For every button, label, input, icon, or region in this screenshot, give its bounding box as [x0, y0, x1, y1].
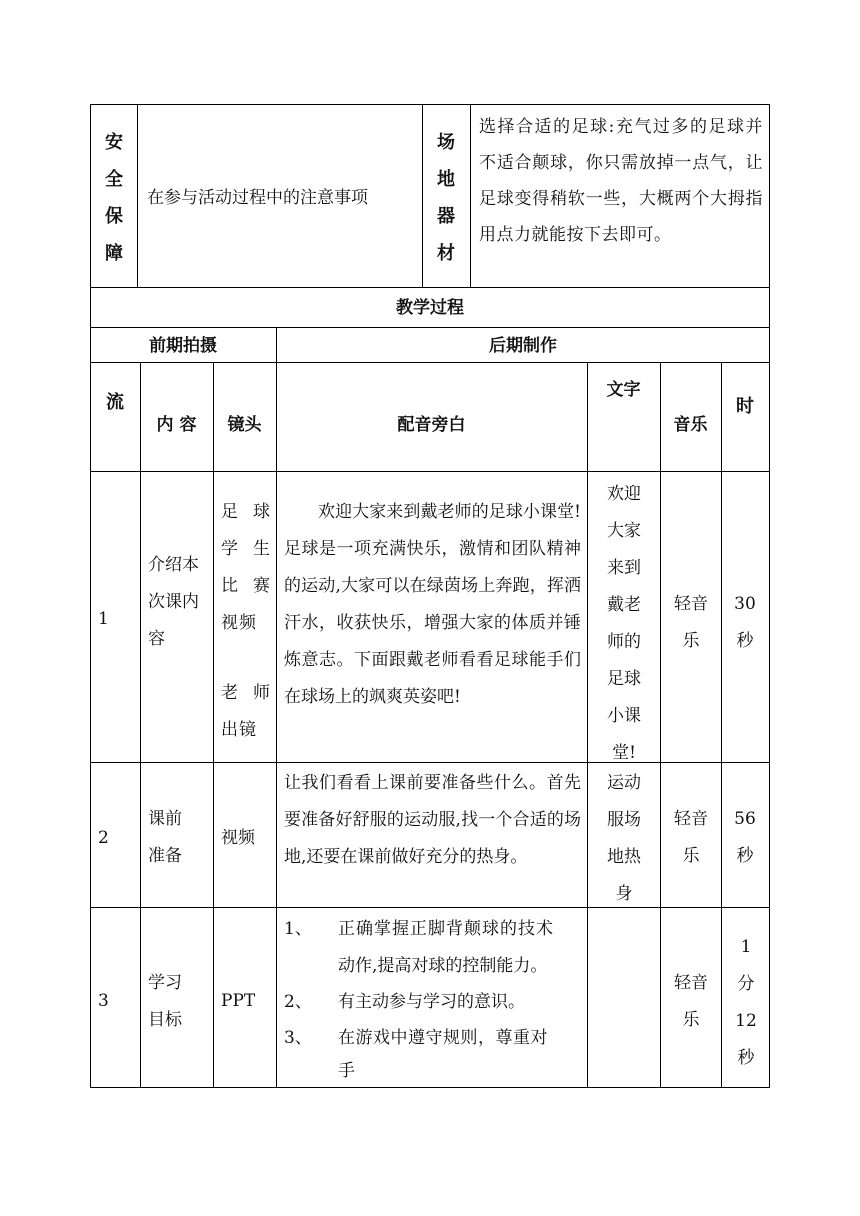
row-time: 1分12秒 — [735, 937, 757, 1068]
row-content: 介绍本次课内容 — [148, 555, 199, 649]
rule-left — [90, 104, 91, 1088]
row-content: 学习目标 — [148, 973, 182, 1030]
goal-index: 3、 — [284, 1028, 312, 1048]
header-flow: 流 — [106, 392, 124, 413]
goal-text: 在游戏中遵守规则，尊重对 — [338, 1028, 548, 1048]
row-content: 课前准备 — [148, 809, 182, 866]
row-number: 2 — [98, 828, 109, 848]
goal-text-cont: 动作,提高对球的控制能力。 — [338, 956, 548, 976]
header-lens: 镜头 — [227, 415, 262, 435]
row-voiceover: 欢迎大家来到戴老师的足球小课堂!足球是一项充满快乐，激情和团队精神的运动,大家可以在绿茵场上奔跑，挥洒汗水，收获快乐，增强大家的体质并锤炼意志。下面跟戴老师看看足球能手们在球场上的飒爽英姿吧! — [284, 502, 581, 707]
row-lens-bottom: 老 师出镜 — [221, 683, 271, 740]
safety-content: 在参与活动过程中的注意事项 — [147, 188, 368, 208]
header-content: 内 容 — [156, 415, 197, 435]
rule-after-safety — [90, 287, 770, 288]
goal-text: 正确掌握正脚背颠球的技术 — [338, 919, 554, 939]
rule-top — [90, 104, 770, 105]
rule-safety-3 — [470, 104, 471, 287]
header-time: 时 — [736, 396, 754, 417]
rule-after-row1 — [90, 762, 770, 763]
goal-index: 1、 — [284, 919, 312, 939]
rule-safety-2 — [422, 104, 423, 287]
rule-col-6 — [721, 362, 722, 1088]
venue-label: 场地器材 — [437, 132, 455, 264]
row-text: 运动服场地热身 — [607, 773, 641, 904]
goal-index: 2、 — [284, 992, 312, 1012]
row-music: 轻音乐 — [674, 809, 708, 866]
row-lens: PPT — [221, 991, 256, 1011]
rule-col-4 — [587, 362, 588, 1088]
rule-after-section — [90, 327, 770, 328]
rule-after-headers — [90, 471, 770, 472]
rule-col-3 — [276, 362, 277, 1088]
row-music: 轻音乐 — [674, 973, 708, 1030]
goal-text-cont: 手 — [338, 1061, 355, 1081]
rule-col-1 — [140, 362, 141, 1088]
row-lens: 视频 — [221, 828, 255, 848]
section-title: 教学过程 — [396, 298, 464, 318]
rule-safety-1 — [137, 104, 138, 287]
row-number: 3 — [98, 991, 109, 1011]
goal-text: 有主动参与学习的意识。 — [338, 992, 525, 1012]
header-music: 音乐 — [673, 415, 708, 435]
venue-content: 选择合适的足球:充气过多的足球并不适合颠球，你只需放掉一点气，让足球变得稍软一些，大概两个大拇指用点力就能按下去即可。 — [479, 117, 763, 245]
row-text: 欢迎大家来到戴老师的足球小课堂! — [607, 484, 641, 763]
header-text: 文字 — [606, 380, 641, 400]
row-number: 1 — [98, 609, 109, 629]
row-lens-top: 足 球学 生比 赛视频 — [221, 502, 271, 633]
header-voiceover: 配音旁白 — [397, 415, 466, 435]
row-voiceover: 让我们看看上课前要准备些什么。首先要准备好舒服的运动服,找一个合适的场地,还要在课前做好充分的热身。 — [284, 773, 581, 867]
rule-after-groups — [90, 362, 770, 363]
rule-bottom — [90, 1087, 770, 1088]
row-time: 30秒 — [734, 594, 756, 651]
row-time: 56秒 — [734, 809, 756, 866]
rule-col-5 — [660, 362, 661, 1088]
group-pre-production: 前期拍摄 — [149, 336, 217, 356]
rule-col-2 — [213, 362, 214, 1088]
row-music: 轻音乐 — [674, 594, 708, 651]
group-post-production: 后期制作 — [489, 336, 557, 356]
rule-right — [769, 104, 770, 1088]
safety-label: 安全保障 — [105, 132, 123, 264]
rule-after-row2 — [90, 907, 770, 908]
